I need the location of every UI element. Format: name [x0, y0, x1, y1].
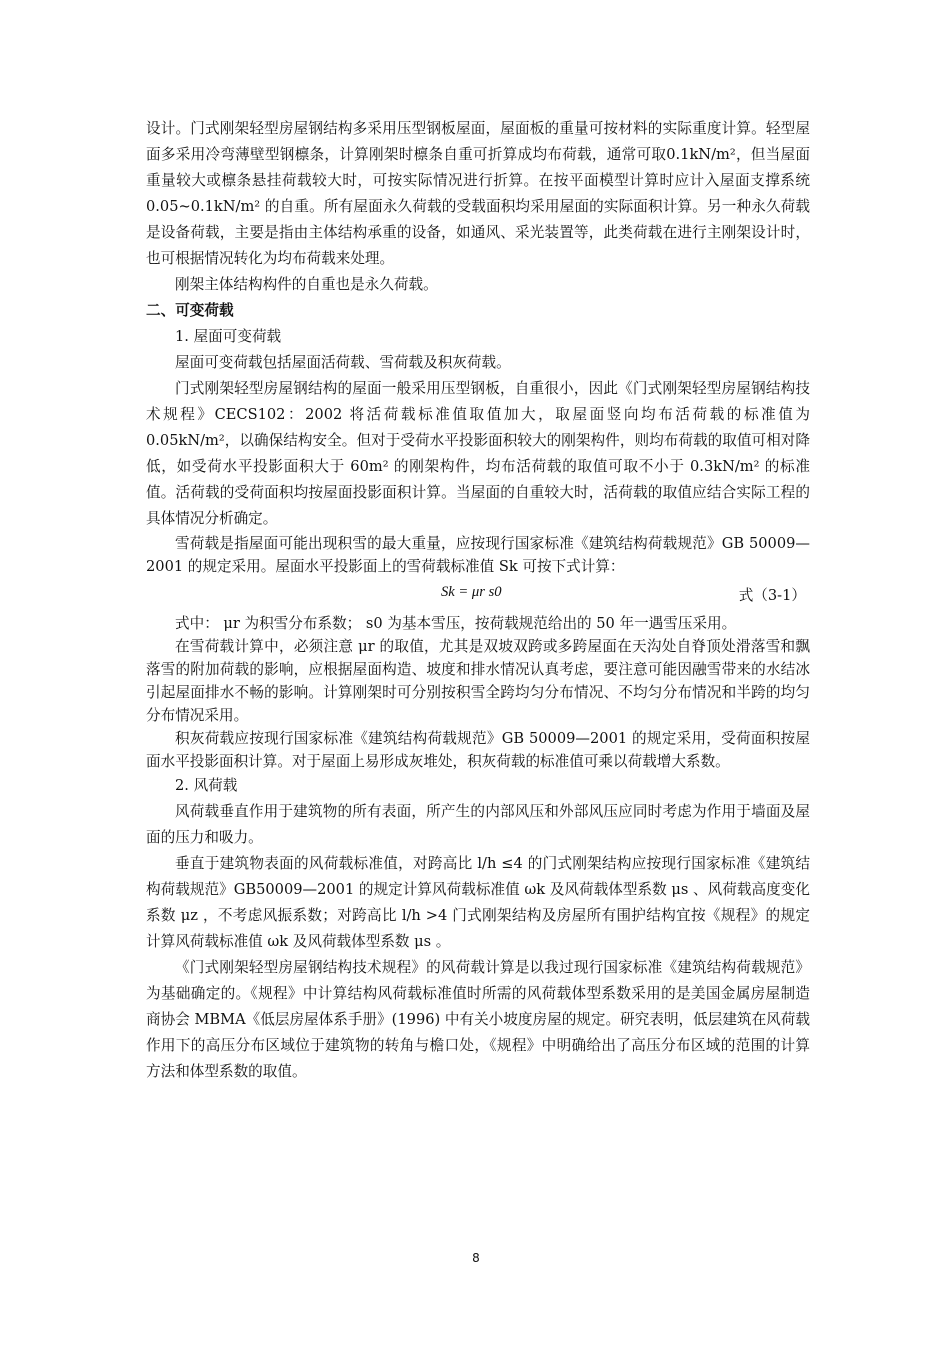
- paragraph-permanent-load-continued: 设计。门式刚架轻型房屋钢结构多采用压型钢板屋面，屋面板的重量可按材料的实际重度计算。轻型屋面多采用冷弯薄壁型钢檩条，计算刚架时檩条自重可折算成均布荷载，通常可取0.1kN/m²，但当屋面重量较大或檩条悬挂荷载较大时，可按实际情况进行折算。在按平面模型计算时应计入屋面支撑系统 0.05~0.1kN/m² 的自重。所有屋面永久荷载的受载面积均采用屋面的实际面积计算。另一种永久荷载是设备荷载，主要是指由主体结构承重的设备，如通风、采光装置等，此类荷载在进行主刚架设计时，也可根据情况转化为均布荷载来处理。: [146, 120, 810, 267]
- paragraph-live-load: 门式刚架轻型房屋钢结构的屋面一般采用压型钢板，自重很小，因此《门式刚架轻型房屋钢结构技术规程》CECS102：2002 将活荷载标准值取值加大，取屋面竖向均布活荷载的标准值为 0.05kN/m²，以确保结构安全。但对于受荷水平投影面积较大的刚架构件，则均布荷载的取值可相对降低，如受荷水平投影面积大于 60m² 的刚架构件，均布活荷载的取值可取不小于 0.3kN/m² 的标准值。活荷载的受荷面积均按屋面投影面积计算。当屋面的自重较大时，活荷载的取值应结合实际工程的具体情况分析确定。: [146, 380, 810, 527]
- paragraph-roof-load-types: 屋面可变荷载包括屋面活荷载、雪荷载及积灰荷载。: [175, 354, 511, 371]
- snow-load-formula: Sk = μr s0: [441, 584, 502, 600]
- paragraph-wind-code-basis: 《门式刚架轻型房屋钢结构技术规程》的风荷载计算是以我过现行国家标准《建筑结构荷载规范》为基础确定的。《规程》中计算结构风荷载标准值时所需的风荷载体型系数采用的是美国金属房屋制造商协会 MBMA《低层房屋体系手册》(1996) 中有关小坡度房屋的规定。研究表明，低层建筑在风荷载作用下的高压分布区域位于建筑物的转角与檐口处，《规程》中明确给出了高压分布区域的范围的计算方法和体型系数的取值。: [146, 959, 810, 1080]
- section-heading-variable-load: 二、可变荷载: [146, 302, 234, 319]
- paragraph-ash-load: 积灰荷载应按现行国家标准《建筑结构荷载规范》GB 50009—2001 的规定采用，受荷面积按屋面水平投影面积计算。对于屋面上易形成灰堆处，积灰荷载的标准值可乘以荷载增大系数。: [146, 730, 810, 770]
- formula-number: 式（3-1）: [738, 587, 806, 604]
- body-text: [146, 116, 810, 1085]
- paragraph-snow-distribution: 在雪荷载计算中，必须注意 μr 的取值，尤其是双坡双跨或多跨屋面在天沟处自脊顶处滑落雪和飘落雪的附加荷载的影响，应根据屋面构造、坡度和排水情况认真考虑，要注意可能因融雪带来的水结冰引起屋面排水不畅的影响。计算刚架时可分别按积雪全跨均匀分布情况、不均匀分布情况和半跨的均匀分布情况采用。: [146, 638, 810, 724]
- paragraph-wind-pressure: 风荷载垂直作用于建筑物的所有表面，所产生的内部风压和外部风压应同时考虑为作用于墙面及屋面的压力和吸力。: [146, 803, 810, 846]
- formula-row: [146, 578, 810, 612]
- paragraph-snow-load: 雪荷载是指屋面可能出现积雪的最大重量，应按现行国家标准《建筑结构荷载规范》GB 50009—2001 的规定采用。屋面水平投影面上的雪荷载标准值 Sk 可按下式计算：: [146, 535, 810, 575]
- subheading-wind-load: 2. 风荷载: [175, 777, 238, 794]
- paragraph-formula-legend: 式中： μr 为积雪分布系数； s0 为基本雪压，按荷载规范给出的 50 年一遇雪压采用。: [175, 615, 737, 632]
- page-number: 8: [472, 1251, 480, 1265]
- paragraph-wind-standard-value: 垂直于建筑物表面的风荷载标准值，对跨高比 l/h ≤4 的门式刚架结构应按现行国家标准《建筑结构荷载规范》GB50009—2001 的规定计算风荷载标准值 ωk 及风荷载体型系数 μs 、风荷载高度变化系数 μz ，不考虑风振系数；对跨高比 l/h >4 门式刚架结构及房屋所有围护结构宜按《规程》的规定计算风荷载标准值 ωk 及风荷载体型系数 μs 。: [146, 855, 810, 950]
- paragraph-frame-self-weight: 刚架主体结构构件的自重也是永久荷载。: [175, 276, 438, 293]
- subheading-roof-variable-load: 1. 屋面可变荷载: [175, 328, 282, 345]
